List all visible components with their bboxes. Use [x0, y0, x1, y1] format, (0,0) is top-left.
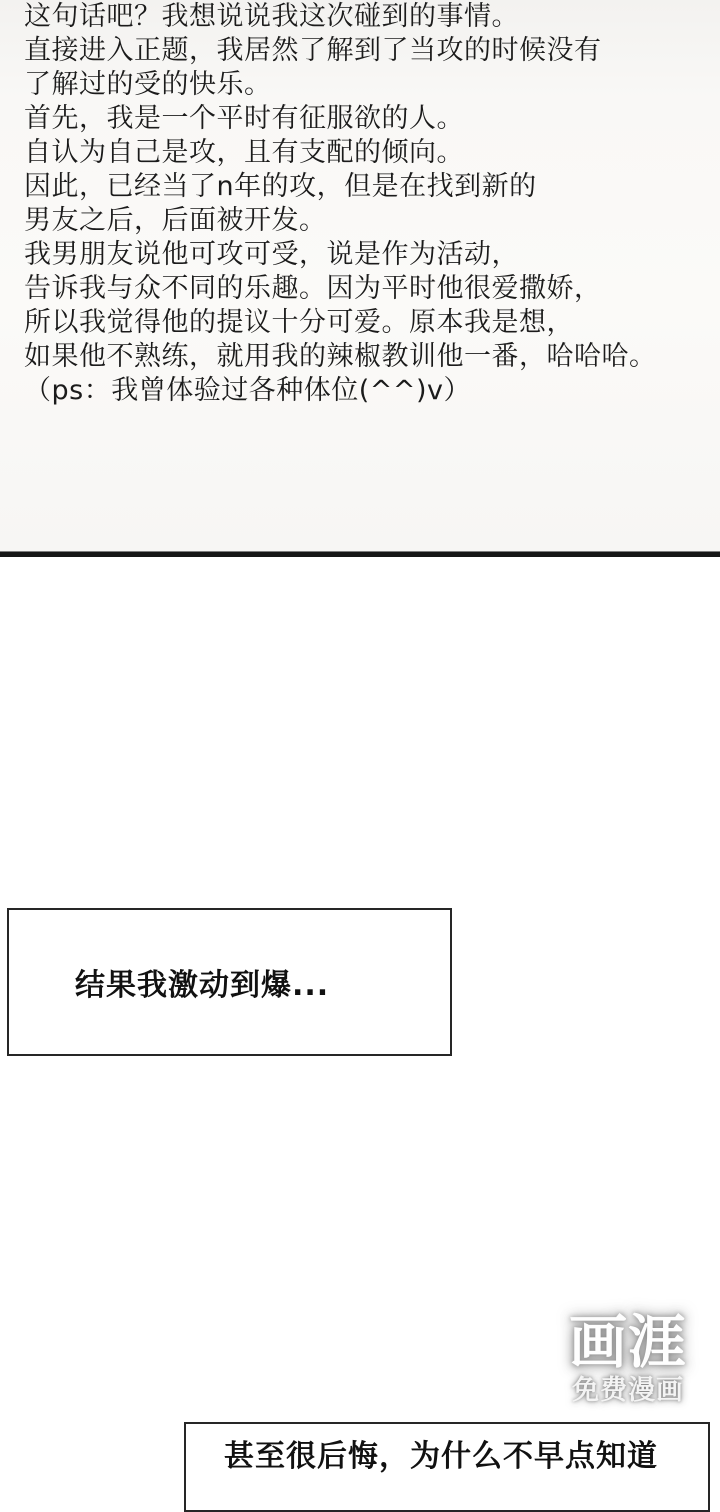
essay-line: 如果他不熟练，就用我的辣椒教训他一番，哈哈哈。 [24, 341, 657, 372]
essay-line: 因此，已经当了n年的攻，但是在找到新的 [24, 171, 537, 202]
section-divider [0, 551, 720, 557]
essay-paragraph-ps-note [24, 374, 702, 408]
essay-line: 直接进入正题，我居然了解到了当攻的时候没有 [24, 35, 602, 66]
essay-text-block [0, 0, 720, 408]
narration-box-1-text: 结果我激动到爆... [75, 968, 330, 1003]
essay-line: 自认为自己是攻，且有支配的倾向。 [24, 137, 464, 168]
essay-paragraph [24, 0, 702, 34]
essay-paragraph [24, 102, 702, 238]
watermark-subtitle: 免费漫画 [572, 1375, 684, 1406]
essay-panel [0, 0, 720, 552]
watermark-logo: 画涯 [568, 1308, 687, 1376]
essay-line: 男友之后，后面被开发。 [24, 205, 327, 236]
essay-line: 所以我觉得他的提议十分可爱。原本我是想， [24, 307, 574, 338]
essay-line: 告诉我与众不同的乐趣。因为平时他很爱撒娇， [24, 273, 602, 304]
narration-box-1 [7, 908, 452, 1056]
essay-paragraph [24, 238, 702, 374]
essay-line: 这句话吧？我想说说我这次碰到的事情。 [24, 1, 519, 32]
essay-paragraph [24, 34, 702, 102]
essay-line: 我男朋友说他可攻可受，说是作为活动， [24, 239, 519, 270]
narration-box-2-text: 甚至很后悔，为什么不早点知道 [224, 1439, 658, 1474]
narration-box-2 [184, 1422, 710, 1512]
essay-line: 了解过的受的快乐。 [24, 69, 272, 100]
huaya-watermark [562, 1310, 694, 1406]
essay-line: （ps：我曾体验过各种体位(^^)v） [24, 375, 471, 406]
essay-line: 首先，我是一个平时有征服欲的人。 [24, 103, 464, 134]
